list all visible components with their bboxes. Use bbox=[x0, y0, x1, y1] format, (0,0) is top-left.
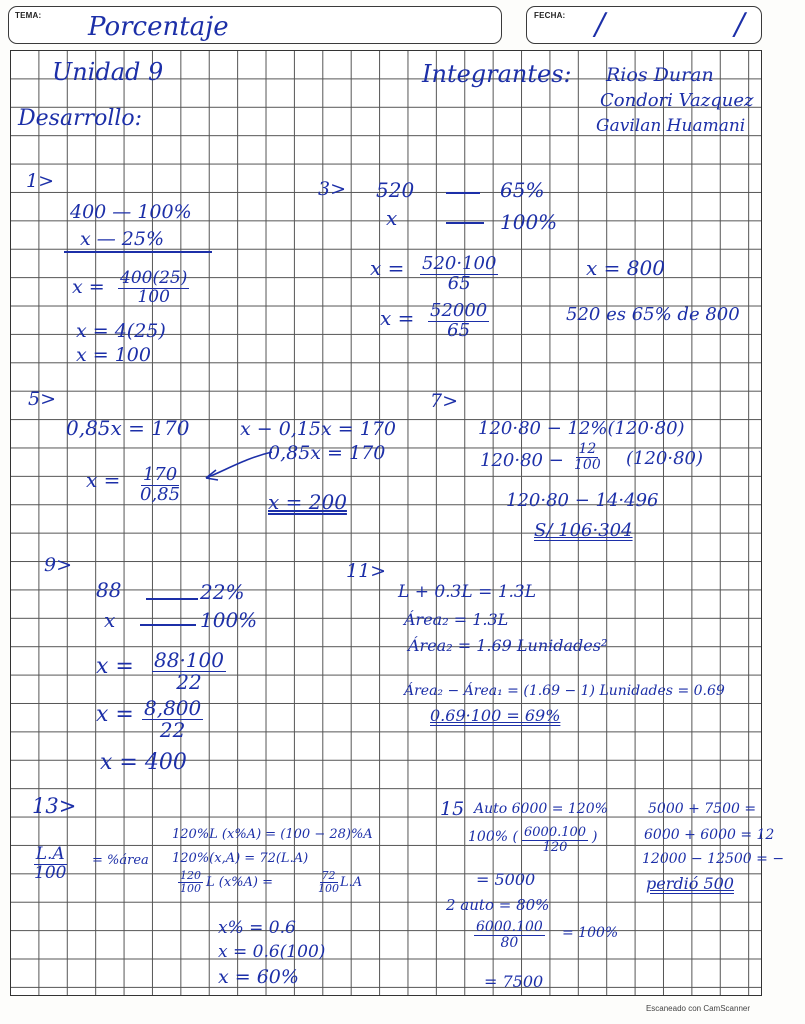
p3-eq2-lhs: x = bbox=[380, 306, 415, 330]
p3-line1b: 65% bbox=[500, 178, 545, 202]
integrante-3: Gavilan Huamani bbox=[596, 116, 746, 136]
p9-eq2-fraction bbox=[142, 698, 203, 741]
p13-line5: x = 0.6(100) bbox=[218, 942, 326, 962]
p3-line1a: 520 bbox=[376, 178, 415, 202]
p9-line1b: 22% bbox=[200, 580, 245, 604]
p5-arrow-icon bbox=[196, 448, 276, 488]
p15-right1: 5000 + 7500 = bbox=[648, 801, 757, 817]
p1-eq-denominator: 100 bbox=[137, 286, 170, 307]
p13-line4: x% = 0.6 bbox=[218, 918, 296, 938]
p3-number: 3> bbox=[318, 178, 347, 200]
p3-eq2-fraction bbox=[428, 302, 489, 341]
desarrollo-label: Desarrollo: bbox=[18, 106, 143, 131]
p5-line2b: 0,85x = 170 bbox=[268, 442, 386, 464]
p3-line2b: 100% bbox=[500, 210, 558, 234]
p13-line2: 120%(x,A) = 72(L.A) bbox=[172, 851, 309, 866]
p13-l3b: L (x%A) = bbox=[206, 875, 274, 890]
p9-result: x = 400 bbox=[100, 750, 187, 775]
p9-eq2-lhs: x = bbox=[96, 702, 134, 727]
p15-line2a: 100% ( bbox=[468, 829, 518, 845]
p13-l3c-denominator: 100 bbox=[318, 881, 339, 895]
p13-l3a-denominator: 100 bbox=[180, 881, 201, 895]
p9-line2a: x bbox=[104, 608, 116, 632]
p7-line1: 120·80 − 12%(120·80) bbox=[478, 418, 685, 439]
p15-line5-denominator: 80 bbox=[500, 934, 519, 951]
p11-number: 11> bbox=[346, 560, 387, 582]
p15-right2: 6000 + 6000 = 12 bbox=[644, 827, 775, 843]
p7-line3: 120·80 − 14·496 bbox=[506, 490, 659, 511]
p13-left-fraction bbox=[32, 846, 68, 883]
integrante-1: Rios Duran bbox=[606, 64, 714, 86]
p15-line5b: = 100% bbox=[562, 925, 619, 941]
p1-number: 1> bbox=[26, 170, 55, 192]
p5-eq-denominator: 0,85 bbox=[140, 483, 181, 505]
p11-line4: Área₂ − Área₁ = (1.69 − 1) Lunidades = 0.69 bbox=[404, 683, 725, 699]
p7-line2-denominator: 100 bbox=[574, 456, 601, 473]
p9-eq1-numerator: 88·100 bbox=[154, 648, 224, 672]
p5-eq-lhs: x = bbox=[86, 468, 121, 492]
p9-eq2-denominator: 22 bbox=[159, 718, 186, 742]
p1-eq-lhs: x = bbox=[72, 276, 105, 298]
p5-line1: 0,85x = 170 bbox=[66, 416, 190, 440]
p3-eq1-numerator: 520·100 bbox=[422, 253, 497, 274]
p15-line2b: ) bbox=[592, 829, 598, 845]
p13-l3d: L.A bbox=[340, 875, 363, 890]
p5-line1b: x − 0,15x = 170 bbox=[240, 418, 396, 440]
p1-line1: 400 — 100% bbox=[70, 201, 192, 223]
p11-result: 0.69·100 = 69% bbox=[430, 706, 561, 725]
p3-dash2 bbox=[446, 222, 484, 224]
p3-result: x = 800 bbox=[586, 256, 665, 280]
p13-l3a-fraction bbox=[178, 870, 203, 894]
p3-eq2-denominator: 65 bbox=[447, 319, 471, 341]
p9-line2b: 100% bbox=[200, 608, 258, 632]
tema-label: TEMA: bbox=[15, 11, 42, 20]
p7-line2a: 120·80 − bbox=[480, 450, 564, 471]
p13-left-rhs: = %área bbox=[92, 853, 149, 868]
integrante-2: Condori Vazquez bbox=[600, 90, 754, 111]
p15-line3: = 5000 bbox=[476, 870, 536, 889]
p13-line6: x = 60% bbox=[218, 966, 299, 988]
p7-line2-numerator: 12 bbox=[578, 441, 597, 457]
tema-value: Porcentaje bbox=[88, 12, 229, 42]
p15-line2-numerator: 6000.100 bbox=[524, 825, 587, 840]
p15-number: 15 bbox=[440, 798, 465, 820]
p15-line2-fraction bbox=[522, 826, 588, 854]
p15-right3: 12000 − 12500 = − bbox=[642, 851, 785, 867]
p15-right4: perdió 500 bbox=[646, 874, 734, 893]
p15-line2-denominator: 120 bbox=[542, 839, 568, 855]
p3-conclusion: 520 es 65% de 800 bbox=[566, 304, 740, 325]
unidad-title: Unidad 9 bbox=[52, 58, 164, 86]
p1-eq-fraction bbox=[118, 270, 189, 307]
p13-l3c-numerator: 72 bbox=[321, 869, 336, 882]
p15-line1: Auto 6000 = 120% bbox=[474, 801, 608, 817]
p11-line3: Área₂ = 1.69 Lunidades² bbox=[408, 636, 608, 655]
p1-line4: x = 4(25) bbox=[76, 320, 166, 342]
p3-dash1 bbox=[446, 192, 480, 194]
p1-line5: x = 100 bbox=[76, 344, 151, 366]
p3-eq1-denominator: 65 bbox=[447, 272, 471, 294]
p3-eq1-fraction bbox=[420, 255, 498, 294]
p15-line5-fraction bbox=[474, 920, 545, 950]
p9-dash1 bbox=[146, 598, 198, 600]
p5-eq-fraction bbox=[138, 466, 182, 505]
p7-result: S/ 106·304 bbox=[534, 520, 633, 541]
p5-number: 5> bbox=[28, 388, 57, 410]
p11-line2: Área₂ = 1.3L bbox=[404, 610, 509, 629]
p11-line1: L + 0.3L = 1.3L bbox=[398, 582, 537, 602]
p1-line2: x — 25% bbox=[80, 228, 165, 250]
p9-line1a: 88 bbox=[96, 578, 122, 602]
p5-eq-numerator: 170 bbox=[142, 464, 178, 485]
p13-left-denominator: 100 bbox=[34, 862, 67, 883]
p15-line6: = 7500 bbox=[484, 972, 544, 991]
p9-dash2 bbox=[140, 624, 196, 626]
p7-line2b: (120·80) bbox=[626, 448, 704, 469]
p13-number: 13> bbox=[32, 794, 77, 818]
p5-result: x = 200 bbox=[268, 490, 347, 514]
p13-left-numerator: L.A bbox=[35, 844, 65, 864]
p3-eq2-numerator: 52000 bbox=[430, 300, 488, 321]
p13-l3a-numerator: 120 bbox=[180, 869, 201, 882]
p1-rule bbox=[64, 251, 212, 253]
p9-eq1-fraction bbox=[152, 650, 226, 693]
fecha-label: FECHA: bbox=[534, 11, 566, 20]
fecha-value: / / bbox=[595, 7, 805, 42]
tema-box bbox=[8, 6, 502, 44]
scanner-watermark: Escaneado con CamScanner bbox=[645, 1004, 750, 1013]
p15-line5-numerator: 6000.100 bbox=[476, 919, 543, 935]
p3-line2a: x bbox=[386, 206, 398, 230]
integrantes-label: Integrantes: bbox=[422, 60, 572, 88]
p7-number: 7> bbox=[430, 390, 459, 412]
p13-line1: 120%L (x%A) = (100 − 28)%A bbox=[172, 827, 373, 842]
p9-eq1-lhs: x = bbox=[96, 654, 134, 679]
p9-eq1-denominator: 22 bbox=[176, 670, 202, 694]
p3-eq1-lhs: x = bbox=[370, 256, 405, 280]
p7-line2-fraction bbox=[572, 442, 603, 472]
p9-eq2-numerator: 8,800 bbox=[144, 696, 202, 720]
p15-line4: 2 auto = 80% bbox=[446, 896, 550, 914]
p9-number: 9> bbox=[44, 554, 73, 576]
p1-eq-numerator: 400(25) bbox=[120, 268, 188, 288]
p13-l3c-fraction bbox=[316, 870, 341, 894]
